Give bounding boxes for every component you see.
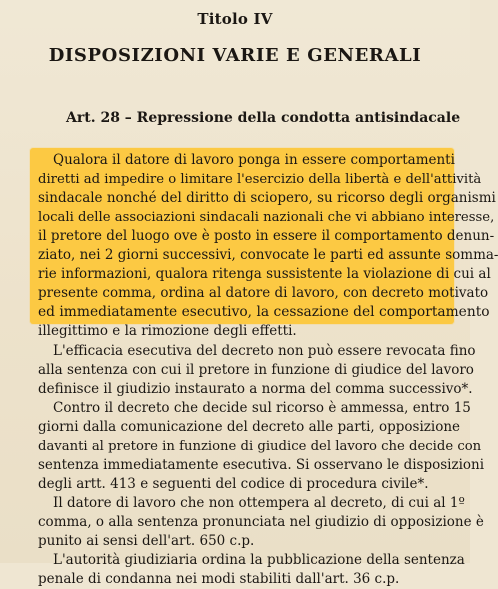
paragraph-line: diretti ad impedire o limitare l'esercizio della libertà e dell'attività (38, 172, 482, 187)
paragraph-line: L'efficacia esecutiva del decreto non può essere revocata fino (53, 343, 476, 359)
paragraph-line: locali delle associazioni sindacali nazionali che vi abbiano interesse, (38, 210, 495, 225)
article-title: Art. 28 – Repressione della condotta antisindacale (66, 110, 461, 126)
paragraph-line: punito ai sensi dell'art. 650 c.p. (38, 533, 255, 549)
paragraph-line: definisce il giudizio instaurato a norma del comma successivo*. (38, 381, 473, 397)
paragraph-line: Qualora il datore di lavoro ponga in essere comportamenti (53, 152, 455, 168)
paragraph-line: presente comma, ordina al datore di lavoro, con decreto motivato (38, 285, 489, 301)
paragraph-line: rie informazioni, qualora ritenga sussistente la violazione di cui al (38, 266, 491, 282)
paragraph-line: illegittimo e la rimozione degli effetti. (38, 323, 297, 339)
paragraph-line: il pretore del luogo ove è posto in essere il comportamento denun- (38, 228, 495, 244)
paragraph-line: sentenza immediatamente esecutiva. Si osservano le disposizioni (38, 457, 485, 473)
paragraph-line: alla sentenza con cui il pretore in funzione di giudice del lavoro (38, 362, 474, 378)
paragraph-line: penale di condanna nei modi stabiliti dall'art. 36 c.p. (38, 571, 400, 587)
paragraph-line: ziato, nei 2 giorni successivi, convocate le parti ed assunte somma- (38, 247, 498, 263)
paragraph-line: degli artt. 413 e seguenti del codice di procedura civile*. (38, 476, 429, 492)
title-iv: Titolo IV (197, 10, 273, 28)
section-title: DISPOSIZIONI VARIE E GENERALI (48, 45, 422, 66)
paragraph-line: comma, o alla sentenza pronunciata nel giudizio di opposizione è (38, 514, 484, 530)
article-body (38, 151, 498, 589)
paragraph-line: L'autorità giudiziaria ordina la pubblicazione della sentenza (53, 552, 465, 568)
paragraph-line: sindacale nonché del diritto di sciopero, su ricorso degli organismi (38, 190, 496, 206)
paragraph-line: Contro il decreto che decide sul ricorso è ammessa, entro 15 (53, 400, 471, 416)
paragraph-line: davanti al pretore in funzione di giudice del lavoro che decide con (38, 439, 482, 454)
paragraph-line: giorni dalla comunicazione del decreto alle parti, opposizione (38, 419, 461, 435)
paragraph-line: Il datore di lavoro che non ottempera al decreto, di cui al 1º (53, 495, 465, 511)
paragraph-line: ed immediatamente esecutivo, la cessazione del comportamento (38, 304, 490, 320)
